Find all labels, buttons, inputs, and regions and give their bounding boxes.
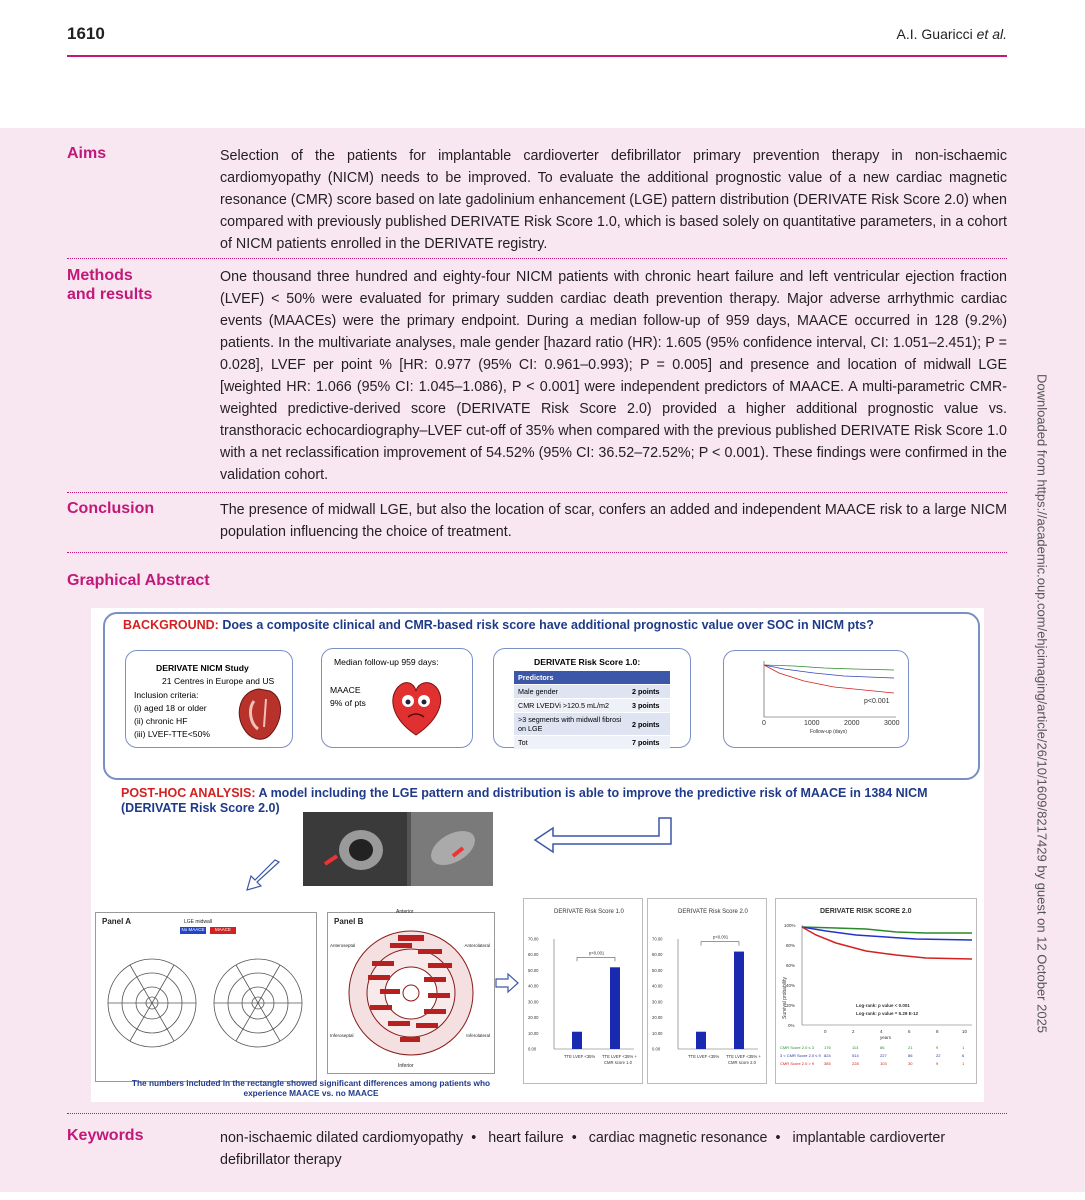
bar-chart-1-bar (610, 967, 620, 1049)
followup-title: Median follow-up 959 days: (334, 657, 439, 667)
km-large-chart (776, 899, 976, 1083)
km-risk-value: 21 (908, 1045, 913, 1050)
panel-b-anteroseptal: Anteroseptal (330, 943, 356, 948)
background-question (123, 618, 874, 632)
bar-chart-1-y-tick: 30.00 (528, 999, 539, 1005)
keywords-list (220, 1127, 980, 1171)
bar-chart-2-title: DERIVATE Risk Score 2.0 (678, 909, 748, 915)
km-y-tick: 0% (788, 1023, 795, 1028)
predictor-label: Male gender (514, 685, 628, 699)
panel-b-title: Panel B (334, 917, 364, 926)
km-small-chart (724, 651, 908, 747)
methods-heading-line2: and results (67, 286, 153, 303)
methods-heading (67, 266, 152, 304)
bar-chart-2-panel (647, 898, 767, 1084)
km-risk-value: 113 (852, 1045, 859, 1050)
predictor-points: 3 points (628, 699, 670, 713)
km-small-x-tick: 1000 (804, 720, 820, 727)
bar-chart-1-y-tick: 70.00 (528, 936, 539, 942)
predictor-label: Tot (514, 736, 628, 750)
km-risk-value: 9 (936, 1061, 939, 1066)
weighted-bullseye (328, 913, 494, 1073)
km-risk-value: 227 (880, 1053, 887, 1058)
bar-chart-2-y-tick: 0.00 (652, 1046, 661, 1052)
table-row (514, 713, 670, 736)
keywords-heading: Keywords (67, 1127, 144, 1144)
panel-a (95, 912, 317, 1082)
km-risk-value: 1 (962, 1045, 965, 1050)
km-risk-value: 9 (936, 1045, 939, 1050)
bar-chart-2-y-tick: 70.00 (652, 936, 663, 942)
bar-chart-1-pvalue: p<0.001 (589, 950, 605, 956)
bar-chart-1-y-tick: 40.00 (528, 983, 539, 989)
km-x-tick: 6 (908, 1029, 911, 1034)
km-small-pvalue: p<0.001 (864, 698, 890, 705)
cmr-image-illustration (303, 812, 493, 886)
panel-b-inferoseptal: Inferoseptal (330, 1033, 354, 1038)
graphical-abstract-caption: The numbers included in the rectangle showed significant differences among patients who experience MAACE vs. no MAACE (131, 1078, 491, 1098)
bar-chart-1-y-tick: 20.00 (528, 1015, 539, 1021)
conclusion-text: The presence of midwall LGE, but also the location of scar, confers an added and independent MAACE risk to a large NICM population influencing the choice of treatment. (220, 502, 1007, 540)
aims-heading: Aims (67, 145, 107, 162)
keyword: non-ischaemic dilated cardiomyopathy (220, 1130, 464, 1146)
km-risk-value: 22 (936, 1053, 941, 1058)
divider (67, 492, 1007, 493)
bullet: • (471, 1130, 477, 1146)
bar-chart-1-y-tick: 60.00 (528, 952, 539, 958)
km-y-tick: 20% (786, 1003, 796, 1008)
background-label: BACKGROUND: (123, 618, 219, 632)
bar-chart-2-y-tick: 40.00 (652, 983, 663, 989)
km-risk-row-label: CMR Score 2.0 ≤ 3 (780, 1045, 814, 1050)
predictor-points: 2 points (628, 685, 670, 699)
panel-b-anterolateral: Anterolateral (464, 943, 490, 948)
panel-b-inferolateral: Inferolateral (466, 1033, 490, 1038)
km-x-tick: 10 (962, 1029, 968, 1034)
divider (67, 1113, 1007, 1114)
down-left-arrow-icon (243, 858, 283, 894)
km-risk-value: 228 (852, 1061, 859, 1066)
km-risk-value: 30 (908, 1061, 913, 1066)
risk-score-1-card (493, 648, 691, 748)
graphical-abstract (91, 608, 984, 1102)
km-large-y-label: Survival probability (782, 977, 788, 1019)
panel-a-legend-title: LGE midwall (184, 919, 213, 925)
bar-chart-1-y-tick: 10.00 (528, 1030, 539, 1036)
conclusion-heading: Conclusion (67, 500, 155, 517)
km-risk-value: 176 (824, 1045, 831, 1050)
km-small-x-tick: 0 (762, 720, 766, 727)
bar-chart-2-significance-bracket (701, 942, 739, 946)
methods-text: One thousand three hundred and eighty-four NICM patients with chronic heart failure and left ventricular ejection fraction (LVEF) < 50% were evaluated for primary sudden cardiac death prevention therapy. Major adverse arrhythmic cardiac events (MAACEs) were the primary endpoint. During a median follow-up of 959 days, MAACE occurred in 128 (9.2%) patients. In the multivariate analyses, male gender [hazard ratio (HR): 1.605 (95% confidence interval, CI: 1.051–2.451); P = 0.028], LVEF per point % [HR: 0.977 (95% CI: 0.961–0.993); P = 0.005] and presence and location of midwall LGE [weighted HR: 1.066 (95% CI: 1.045–1.086), P < 0.001] were independent predictors of MAACE. A multi-parametric CMR-weighted predictive-derived score (DERIVATE Risk Score 2.0) provided a higher additional prognostic value vs. transthoracic echocardiography–LVEF cut-off of 35% when compared with the previous published DERIVATE Risk Score 1.0 with a net reclassification improvement of 54.52% (95% CI: 36.52–72.52%; P < 0.001). These findings were confirmed in the validation cohort. (220, 269, 1007, 483)
bar-chart-2-x-label: TTE LVEF <35% + (726, 1054, 761, 1059)
km-large-title: DERIVATE RISK SCORE 2.0 (820, 908, 912, 915)
panel-a-legend-yes: MAACE (210, 927, 236, 934)
page-number: 1610 (67, 24, 105, 43)
bar-chart-1-y-tick: 50.00 (528, 967, 539, 973)
panel-b (327, 909, 495, 1074)
bar-chart-2-bar (734, 952, 744, 1049)
km-y-tick: 100% (784, 923, 796, 928)
maace-rate: 9% of pts (330, 698, 366, 708)
header-rule (67, 55, 1007, 57)
download-note-sidebar (1030, 340, 1054, 1076)
heart-illustration (230, 683, 288, 745)
table-header-row (514, 671, 670, 685)
bar-chart-2-y-tick: 20.00 (652, 1015, 663, 1021)
km-logrank-1: Log-rank: p value < 0.001 (856, 1003, 910, 1008)
divider (67, 552, 1007, 553)
study-centres: 21 Centres in Europe and US (162, 676, 275, 686)
km-x-tick: 8 (936, 1029, 939, 1034)
km-x-tick: 2 (852, 1029, 855, 1034)
bar-chart-2-y-tick: 50.00 (652, 967, 663, 973)
bar-chart-2-pvalue: p<0.001 (713, 934, 729, 940)
km-small-x-tick: 2000 (844, 720, 860, 727)
bar-chart-2-y-tick: 30.00 (652, 999, 663, 1005)
criteria-label: Inclusion criteria: (134, 690, 199, 700)
criterion-item: (i) aged 18 or older (134, 703, 207, 713)
km-small-x-tick: 3000 (884, 720, 900, 727)
followup-card (321, 648, 473, 748)
table-row (514, 685, 670, 699)
panel-a-title: Panel A (102, 917, 132, 926)
study-title: DERIVATE NICM Study (156, 663, 249, 673)
download-note: Downloaded from https://academic.oup.com/ehjcimaging/article/26/10/1609/8217429 by guest on 12 October 2025 (1034, 373, 1050, 1034)
km-risk-value: 824 (824, 1053, 831, 1058)
keyword: heart failure (488, 1130, 564, 1146)
panel-b-inferior: Inferior (398, 1063, 414, 1069)
km-risk-value: 385 (824, 1061, 831, 1066)
bar-chart-2-y-tick: 60.00 (652, 952, 663, 958)
km-small-card (723, 650, 909, 748)
criterion-item: (ii) chronic HF (134, 716, 188, 726)
running-author (897, 26, 1008, 42)
km-risk-value: 86 (880, 1045, 885, 1050)
km-x-tick: 0 (824, 1029, 827, 1034)
aims-text: Selection of the patients for implantable cardioverter defibrillator primary prevention therapy in non-ischaemic cardiomyopathy (NICM) needs to be improved. To evaluate the additional prognostic value of a new cardiac magnetic resonance (CMR) score based on late gadolinium enhancement (LGE) pattern distribution (DERIVATE Risk Score 2.0) when compared with previously published DERIVATE Risk Score 1.0, which is based solely on quantitative parameters, in a cohort of NICM patients enrolled in the DERIVATE registry. (220, 148, 1007, 252)
bar-chart-1-panel (523, 898, 643, 1084)
methods-heading-line1: Methods (67, 267, 133, 284)
post-hoc-label: POST-HOC ANALYSIS: (121, 786, 256, 800)
bar-chart-1-x-label: CMR score 1.0 (604, 1060, 632, 1065)
bar-chart-1-y-tick: 0.00 (528, 1046, 537, 1052)
risk-score-1-title: DERIVATE Risk Score 1.0: (534, 657, 641, 667)
km-x-tick: 4 (880, 1029, 883, 1034)
km-y-tick: 80% (786, 943, 796, 948)
et-al: et al. (976, 26, 1007, 42)
km-x-label: years (880, 1035, 892, 1040)
post-hoc-body: A model including the LGE pattern and distribution is able to improve the predictive risk of MAACE in 1384 NICM (DERIVATE Risk Score 2.0) (121, 786, 928, 815)
panel-b-anterior: Anterior (396, 909, 414, 915)
study-card (125, 650, 293, 748)
km-risk-value: 1 (962, 1061, 965, 1066)
km-risk-value: 103 (880, 1061, 887, 1066)
maace-label: MAACE (330, 685, 361, 695)
risk-score-1-table (514, 671, 670, 750)
table-row (514, 699, 670, 713)
return-arrow-icon (531, 814, 681, 858)
author-name: A.I. Guaricci (896, 26, 973, 42)
km-risk-value: 86 (908, 1053, 913, 1058)
km-risk-value: 6 (962, 1053, 965, 1058)
bar-chart-2-x-label: CMR score 2.0 (728, 1060, 756, 1065)
km-logrank-2: Log-rank: p value = 5.29 E-12 (856, 1011, 919, 1016)
bar-chart-2-y-tick: 10.00 (652, 1030, 663, 1036)
cmr-images (303, 812, 493, 886)
cartoon-heart-icon (386, 675, 446, 739)
graphical-abstract-heading: Graphical Abstract (67, 572, 210, 589)
divider (67, 258, 1007, 259)
predictor-points: 2 points (628, 713, 670, 736)
predictors-header: Predictors (514, 671, 670, 685)
bar-chart-1-x-label: TTE LVEF <35% (564, 1054, 596, 1059)
bar-chart-1-bar (572, 1032, 582, 1049)
km-large-panel (775, 898, 977, 1084)
km-y-tick: 60% (786, 963, 796, 968)
bar-chart-2 (648, 899, 766, 1083)
km-risk-value: 514 (852, 1053, 859, 1058)
km-small-x-label: Follow-up (days) (810, 729, 847, 735)
km-risk-row-label: CMR Score 2.0 > 9 (780, 1061, 815, 1066)
right-arrow-icon (494, 972, 520, 994)
bar-chart-1 (524, 899, 642, 1083)
bullet: • (775, 1130, 781, 1146)
keyword: cardiac magnetic resonance (588, 1130, 768, 1146)
predictor-label: CMR LVEDVi >120.5 mL/m2 (514, 699, 628, 713)
predictor-label: >3 segments with midwall fibrosi on LGE (514, 713, 628, 736)
bar-chart-2-bar (696, 1032, 706, 1049)
post-hoc-text (121, 786, 971, 816)
bar-chart-1-x-label: TTE LVEF <35% + (602, 1054, 637, 1059)
km-y-tick: 40% (786, 983, 796, 988)
table-row (514, 736, 670, 750)
keyword: implantable cardioverter defibrillator therapy (220, 1130, 946, 1168)
panel-a-legend-no: No MAACE (181, 927, 205, 932)
criterion-item: (iii) LVEF-TTE<50% (134, 729, 211, 739)
bullseye-plots (96, 913, 316, 1081)
bar-chart-2-x-label: TTE LVEF <35% (688, 1054, 720, 1059)
bullet: • (571, 1130, 577, 1146)
bar-chart-1-significance-bracket (577, 957, 615, 961)
bar-chart-1-title: DERIVATE Risk Score 1.0 (554, 909, 624, 915)
predictor-points: 7 points (628, 736, 670, 750)
km-risk-row-label: 3 < CMR Score 2.0 ≤ 9 (780, 1053, 821, 1058)
background-question-text: Does a composite clinical and CMR-based risk score have additional prognostic value over SOC in NICM pts? (222, 618, 874, 632)
